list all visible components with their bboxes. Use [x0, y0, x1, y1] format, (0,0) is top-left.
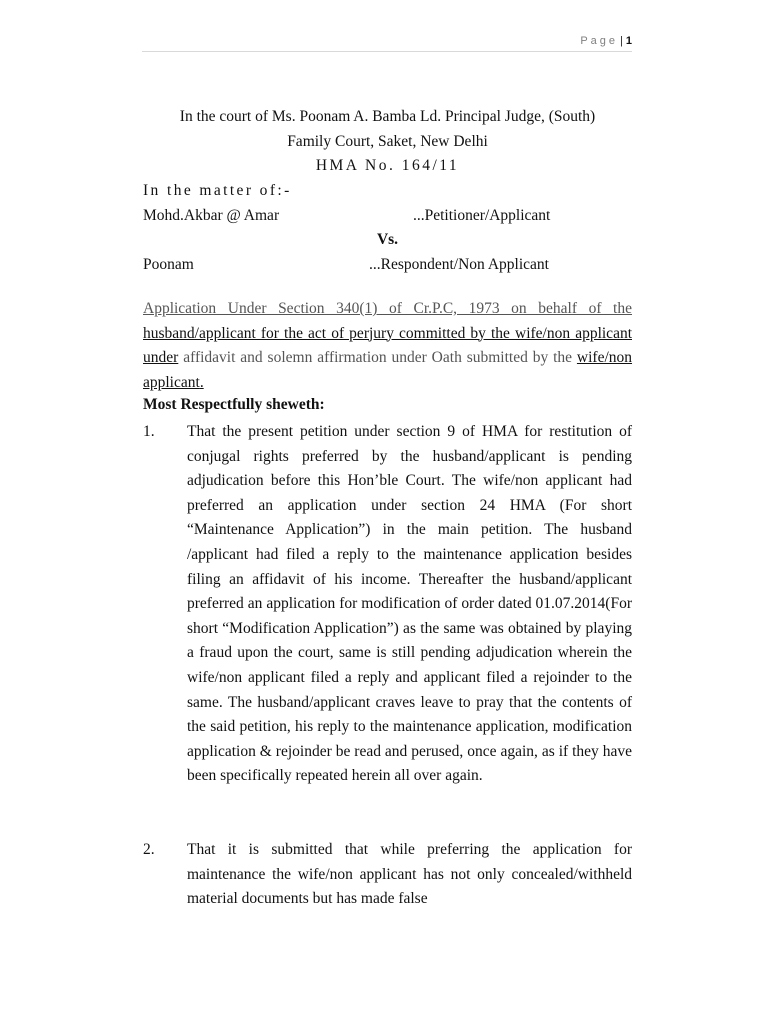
page-header [142, 33, 632, 52]
paragraph-text: That the present petition under section 9 of HMA for restitution of conjugal rights preferred by the husband/applicant is pending adjudication before this Hon’ble Court. The wife/non applicant had preferred an application under section 24 HMA (For short “Maintenance Application”) in the main petition. The husband /applicant had filed a reply to the maintenance application besides filing an affidavit of his income. Thereafter the husband/applicant preferred an application for modification of order dated 01.07.2014(For short “Modification Application”) as the same was obtained by playing a fraud upon the court, same is still pending adjudication wherein the wife/non applicant filed a reply and applicant filed a rejoinder to the same. The husband/applicant craves leave to pray that the contents of the said petition, his reply to the maintenance application, modification application & rejoinder be read and perused, once again, as if they have been specifically repeated herein all over again. [187, 423, 632, 785]
versus-label: Vs. [376, 231, 399, 248]
subject-part-1: Application Under Section 340(1) of Cr.P.C, 1973 on behalf of the [143, 300, 632, 317]
court-line-1: In the court of Ms. Poonam A. Bamba Ld. Principal Judge, (South) [179, 108, 596, 125]
petitioner-role: ...Petitioner/Applicant [413, 207, 551, 224]
paragraph-number: 2. [143, 841, 155, 858]
petitioner-line [143, 207, 632, 225]
petitioner-name: Mohd.Akbar @ Amar [143, 207, 280, 224]
page-separator: | [620, 35, 623, 47]
subject-part-5: . [199, 373, 204, 391]
matter-label: In the matter of:- [143, 182, 292, 199]
court-line-2: Family Court, Saket, New Delhi [287, 133, 488, 150]
greeting: Most Respectfully sheweth: [143, 396, 325, 413]
respondent-name: Poonam [143, 256, 194, 273]
page-number [580, 35, 632, 47]
paragraph-text: That it is submitted that while preferring the application for maintenance the wife/non applicant has not only concealed/withheld material documents but has made false [187, 841, 632, 908]
subject-part-3: affidavit and solemn affirmation under Oath submitted by the [183, 349, 573, 367]
paragraph-2 [143, 838, 632, 912]
paragraph-1 [143, 420, 632, 789]
page-word: Page [580, 35, 619, 47]
case-number: HMA No. 164/11 [315, 157, 460, 174]
respondent-line [143, 256, 632, 274]
subject-part-2: husband/applicant for the act of perjury committed by the wife/non applicant under [143, 324, 632, 367]
paragraph-number: 1. [143, 423, 155, 440]
subject-part-4: wife/non applicant [143, 349, 633, 391]
versus-line [143, 231, 632, 249]
page-number-value: 1 [625, 35, 632, 47]
application-subject [143, 297, 632, 395]
respondent-role: ...Respondent/Non Applicant [369, 256, 549, 273]
